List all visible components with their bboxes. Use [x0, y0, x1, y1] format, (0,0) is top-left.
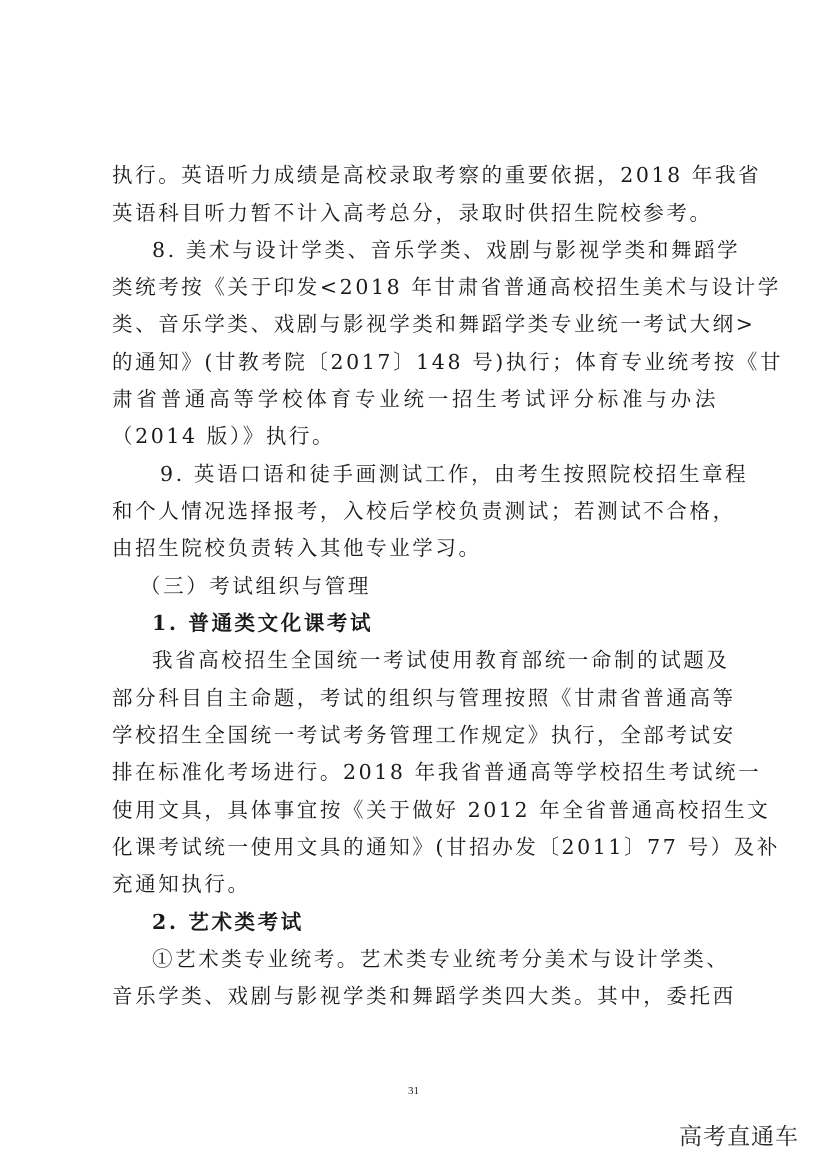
body-text-line: 排在标准化考场进行。2018 年我省普通高等学校招生考试统一: [112, 760, 762, 784]
body-text-line: ①艺术类专业统考。艺术类专业统考分美术与设计学类、: [152, 947, 730, 971]
body-text-line: 部分科目自主命题，考试的组织与管理按照《甘肃省普通高等: [112, 686, 736, 710]
body-text-line: （2014 版）》执行。: [112, 424, 336, 448]
body-text-line: 的通知》(甘教考院〔2017〕148 号)执行；体育专业统考按《甘: [112, 350, 784, 374]
body-text-line: 音乐学类、戏剧与影视学类和舞蹈学类四大类。其中，委托西: [112, 984, 736, 1008]
body-text-line: 类、音乐学类、戏剧与影视学类和舞蹈学类专业统一考试大纲>: [112, 312, 756, 336]
list-item-9-line: 9. 英语口语和徒手画测试工作，由考生按照院校招生章程: [160, 462, 749, 486]
body-text-line: 我省高校招生全国统一考试使用教育部统一命制的试题及: [152, 648, 730, 672]
body-text-line: 英语科目听力暂不计入高考总分，录取时供招生院校参考。: [112, 201, 713, 225]
subsection-heading: 1. 普通类文化课考试: [152, 611, 374, 635]
body-text-line: 化课考试统一使用文具的通知》(甘招办发〔2011〕77 号）及补: [112, 835, 780, 859]
list-item-8-line: 8. 美术与设计学类、音乐学类、戏剧与影视学类和舞蹈学: [152, 238, 741, 262]
body-text-line: 和个人情况选择报考，入校后学校负责测试；若测试不合格，: [112, 499, 736, 523]
body-text-line: 由招生院校负责转入其他专业学习。: [112, 536, 482, 560]
subsection-heading: 2. 艺术类考试: [152, 910, 304, 934]
body-text-line: 类统考按《关于印发<2018 年甘肃省普通高校招生美术与设计学: [112, 275, 781, 299]
body-text-line: 充通知执行。: [112, 872, 251, 896]
body-text-line: 肃省普通高等学校体育专业统一招生考试评分标准与办法: [112, 387, 718, 411]
body-text-line: 使用文具，具体事宜按《关于做好 2012 年全省普通高校招生文: [112, 798, 771, 822]
page-number: 31: [408, 1085, 419, 1097]
watermark-logo-text: 高考直通车: [679, 1124, 799, 1150]
section-heading: （三）考试组织与管理: [140, 574, 371, 598]
body-text-line: 执行。英语听力成绩是高校录取考察的重要依据，2018 年我省: [112, 163, 762, 187]
body-text-line: 学校招生全国统一考试考务管理工作规定》执行，全部考试安: [112, 723, 736, 747]
